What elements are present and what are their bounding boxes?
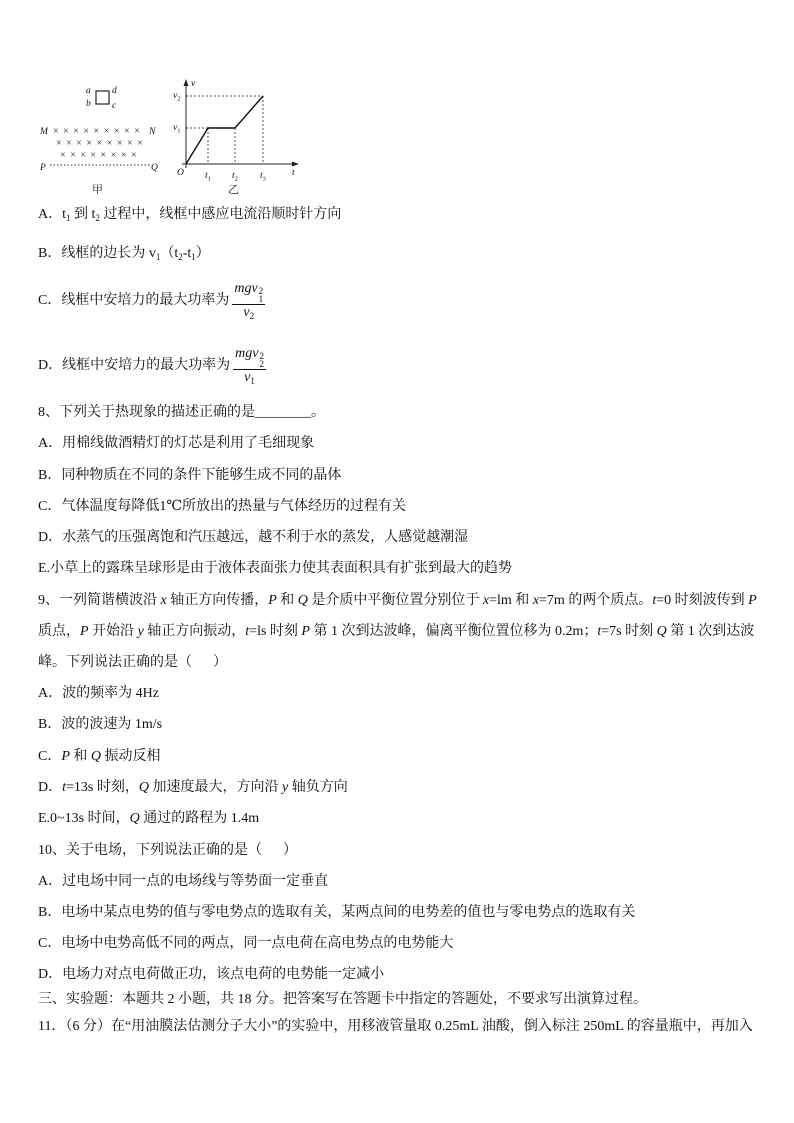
q10-stem: 10、关于电场，下列说法正确的是（ ） bbox=[38, 843, 297, 858]
t-axis-arrow bbox=[292, 162, 299, 167]
q10-option-d: D．电场力对点电荷做正功，该点电荷的电势能一定减小 bbox=[38, 967, 385, 982]
q11-stem: 11．（6 分）在“用油膜法估测分子大小”的实验中，用移液管量取 0.25mL 油酸，倒入标注 250mL 的容量瓶中，再加入 bbox=[38, 1019, 753, 1034]
math-variable: Q bbox=[656, 624, 667, 639]
option-text: =13s 时刻， bbox=[66, 780, 139, 795]
fraction-numerator bbox=[233, 346, 266, 370]
t2-label bbox=[232, 171, 238, 183]
figures bbox=[0, 0, 320, 205]
math-subscript: 1 bbox=[155, 252, 161, 262]
q8-stem: 8、下列关于热现象的描述正确的是________。 bbox=[38, 405, 325, 420]
math-variable: x bbox=[482, 593, 490, 608]
velocity-time-curve bbox=[186, 96, 263, 164]
option-text: 线框的边长为 bbox=[61, 246, 149, 261]
math-variable: v bbox=[173, 123, 178, 133]
math-variable: v bbox=[173, 91, 178, 101]
math-subscript: 2 bbox=[234, 175, 238, 183]
option-text: 和 bbox=[69, 749, 91, 764]
fraction-numerator bbox=[232, 281, 265, 305]
boundary-label-m: M bbox=[40, 127, 48, 137]
stem-text: 9、一列简谐横波沿 bbox=[38, 593, 161, 608]
option-label: B． bbox=[38, 246, 62, 261]
q9-stem-line-1 bbox=[38, 591, 757, 611]
math-superscript: 2 bbox=[258, 286, 264, 296]
stem-text: =7s 时刻 bbox=[601, 624, 657, 639]
v-axis-label: v bbox=[191, 79, 196, 89]
math-variable: t bbox=[232, 171, 235, 181]
math-subscript: 1 bbox=[250, 376, 255, 386]
stem-text: =7m 的两个质点。 bbox=[539, 593, 653, 608]
math-variable: P bbox=[80, 624, 89, 639]
figure-jia bbox=[39, 86, 158, 196]
option-text: 到 bbox=[70, 207, 92, 222]
math-variable: Q bbox=[90, 749, 102, 764]
math-variable: t bbox=[652, 593, 657, 608]
q7-option-d bbox=[38, 346, 266, 386]
t-axis-label: t bbox=[292, 168, 295, 178]
stem-text: 轴正方向振动， bbox=[143, 624, 246, 639]
math-subscript: 1 bbox=[191, 252, 196, 262]
math-variable: Q bbox=[138, 780, 149, 795]
math-variable: t bbox=[245, 624, 250, 639]
corner-label-b: b bbox=[86, 99, 91, 109]
q9-stem-line-3: 峰。下列说法正确的是（ ） bbox=[38, 655, 227, 670]
math-subscript: 1 bbox=[207, 175, 211, 183]
option-text: 振动反相 bbox=[101, 749, 161, 764]
corner-label-c: c bbox=[112, 101, 117, 111]
option-text: 加速度最大，方向沿 bbox=[148, 780, 282, 795]
boundary-label-n: N bbox=[149, 127, 156, 137]
option-text: 线框中安培力的最大功率为 bbox=[62, 358, 231, 373]
q8-option-b: B．同种物质在不同的条件下能够生成不同的晶体 bbox=[38, 468, 342, 483]
fraction-denominator bbox=[244, 370, 255, 386]
stem-text: 和 bbox=[276, 593, 298, 608]
paren-open: （ bbox=[160, 246, 175, 261]
math-variable: y bbox=[137, 624, 144, 639]
math-variable: x bbox=[160, 593, 167, 608]
q9-option-d bbox=[38, 778, 348, 798]
math-variable: y bbox=[281, 780, 289, 795]
figure-yi bbox=[173, 79, 299, 196]
stem-text: =ls 时刻 bbox=[249, 624, 302, 639]
corner-label-a: a bbox=[86, 86, 91, 96]
stem-text: 第 1 次到达波峰，偏离平衡位置位移为 0.2m； bbox=[309, 624, 598, 639]
q10-option-c: C．电场中电势高低不同的两点，同一点电荷在高电势点的电势能大 bbox=[38, 936, 454, 951]
math-variable: t bbox=[187, 246, 192, 261]
math-variable: v bbox=[243, 305, 250, 320]
math-variable: P bbox=[301, 624, 310, 639]
option-text: E.0~13s 时间， bbox=[38, 811, 130, 826]
math-index-stack bbox=[259, 287, 264, 303]
q7-option-b bbox=[38, 244, 210, 264]
stem-text: 开始沿 bbox=[88, 624, 138, 639]
q7-option-c bbox=[38, 281, 265, 321]
math-variable: P bbox=[748, 593, 757, 608]
q8-option-d: D．水蒸气的压强离饱和汽压越远，越不利于水的蒸发，人感觉越潮湿 bbox=[38, 530, 469, 545]
fraction-denominator bbox=[243, 305, 254, 321]
section-heading: 三、实验题：本题共 2 小题，共 18 分。把答案写在答题卡中指定的答题处，不要求写出演算过程。 bbox=[38, 992, 647, 1007]
q7-option-a bbox=[38, 205, 341, 225]
option-label: C． bbox=[38, 749, 62, 764]
origin-label: O bbox=[177, 168, 184, 178]
math-variable: P bbox=[268, 593, 277, 608]
power-fraction bbox=[232, 281, 265, 321]
math-subscript: 1 bbox=[66, 213, 71, 223]
paren-close: ） bbox=[195, 246, 210, 261]
math-variable: v bbox=[148, 246, 156, 261]
math-index-stack bbox=[259, 352, 264, 368]
math-variable: v bbox=[244, 370, 251, 385]
math-variable: t bbox=[205, 171, 208, 181]
boundary-label-p: P bbox=[40, 163, 46, 173]
q9-option-a: A．波的频率为 4Hz bbox=[38, 686, 159, 701]
v1-label bbox=[173, 123, 180, 135]
option-text: 轴负方向 bbox=[288, 780, 348, 795]
q9-option-e bbox=[38, 809, 259, 829]
option-text: 过程中，线框中感应电流沿顺时针方向 bbox=[99, 207, 342, 222]
option-text: 线框中安培力的最大功率为 bbox=[61, 293, 230, 308]
stem-text: 轴正方向传播， bbox=[166, 593, 269, 608]
stem-text: =0 时刻波传到 bbox=[656, 593, 749, 608]
q9-option-c bbox=[38, 747, 161, 767]
math-subscript: 2 bbox=[249, 311, 255, 321]
math-variable: Q bbox=[129, 811, 140, 826]
math-superscript: 2 bbox=[259, 351, 264, 361]
option-label: A． bbox=[38, 207, 63, 222]
t1-label bbox=[205, 171, 211, 183]
math-variable: t bbox=[597, 624, 602, 639]
q8-option-c: C．气体温度每降低1℃所放出的热量与气体经历的过程有关 bbox=[38, 499, 406, 514]
math-variable: mgv bbox=[234, 281, 258, 296]
option-label: C． bbox=[38, 293, 62, 308]
math-variable: t bbox=[260, 171, 263, 181]
q8-option-a: A．用棉线做酒精灯的灯芯是利用了毛细现象 bbox=[38, 436, 315, 451]
math-subscript: 2 bbox=[178, 252, 183, 262]
q10-option-b: B．电场中某点电势的值与零电势点的选取有关，某两点间的电势差的值也与零电势点的选取有关 bbox=[38, 905, 636, 920]
math-variable: t bbox=[91, 207, 96, 222]
math-variable: t bbox=[62, 780, 67, 795]
q8-option-e: E.小草上的露珠呈球形是由于液体表面张力使其表面积具有扩张到最大的趋势 bbox=[38, 561, 513, 576]
math-subscript: 2 bbox=[95, 213, 100, 223]
t3-label bbox=[260, 171, 266, 183]
math-subscript: 2 bbox=[259, 359, 264, 369]
math-subscript: 1 bbox=[177, 127, 181, 135]
stem-text: 质点， bbox=[38, 624, 80, 639]
magnetic-field-row: ×××××××× bbox=[60, 150, 142, 161]
option-label: D． bbox=[38, 358, 63, 373]
math-variable: P bbox=[61, 749, 70, 764]
v2-label bbox=[173, 91, 180, 103]
math-subscript: 1 bbox=[258, 294, 264, 304]
math-variable: mgv bbox=[235, 346, 259, 361]
math-variable: Q bbox=[297, 593, 308, 608]
math-operator: - bbox=[182, 246, 188, 261]
math-variable: x bbox=[532, 593, 540, 608]
wire-loop-square bbox=[96, 91, 109, 104]
boundary-label-q: Q bbox=[151, 163, 158, 173]
magnetic-field-row: ××××××××× bbox=[56, 138, 148, 149]
corner-label-d: d bbox=[112, 86, 117, 96]
q10-option-a: A．过电场中同一点的电场线与等势面一定垂直 bbox=[38, 874, 329, 889]
math-subscript: 2 bbox=[177, 95, 181, 103]
magnetic-field-row: ××××××××× bbox=[53, 126, 145, 137]
q9-option-b: B．波的波速为 1m/s bbox=[38, 717, 163, 732]
power-fraction bbox=[233, 346, 266, 386]
math-variable: t bbox=[174, 246, 179, 261]
figure-caption: 乙 bbox=[228, 183, 239, 196]
stem-text: =lm 和 bbox=[489, 593, 533, 608]
v-axis-arrow bbox=[184, 79, 189, 86]
option-label: D． bbox=[38, 780, 63, 795]
stem-text: 第 1 次到达波 bbox=[666, 624, 755, 639]
option-text: 通过的路程为 1.4m bbox=[139, 811, 260, 826]
figure-caption: 甲 bbox=[92, 183, 103, 196]
q9-stem-line-2 bbox=[38, 622, 754, 642]
math-variable: t bbox=[62, 207, 67, 222]
stem-text: 是介质中平衡位置分别位于 bbox=[307, 593, 483, 608]
math-subscript: 3 bbox=[262, 175, 266, 183]
